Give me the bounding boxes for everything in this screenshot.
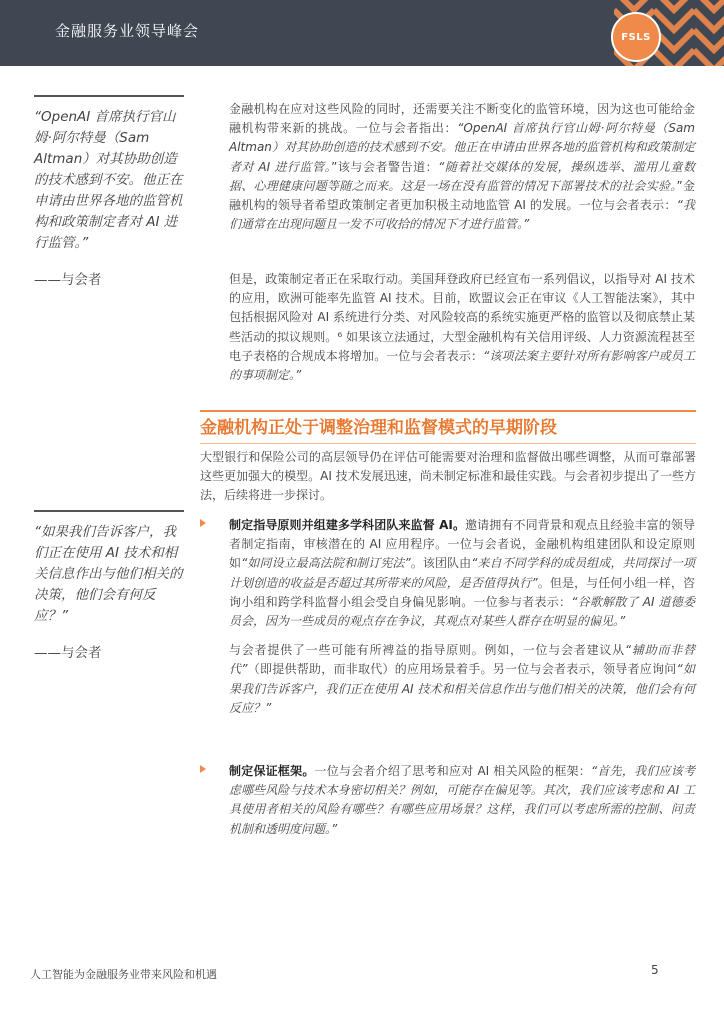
sidebar-pull-quote-1 [34,95,184,288]
para1-quote3: “我们通常在出现问题且一发不可收拾的情况下才进行监管。” [229,198,696,232]
fsls-logo-badge: FSLS [611,12,661,62]
para4-lead: 与会者提供了一些可能有所裨益的指导原则。例如，一位与会者建议从 [229,643,625,658]
section-rule-top [200,410,696,412]
bullet1-quote1: “如同设立最高法院和制订宪法” [241,556,411,571]
bullet2-quote: “首先，我们应该考虑哪些风险与技术本身密切相关？例如，可能存在偏见等。其次，我们应该考虑和 AI 工具使用者相关的风险有哪些？有哪些应用场景？这样，我们可以考虑所需的控制、问责机制和透明度问题。” [229,764,695,836]
bullet-item-1 [200,516,696,718]
section-rule-bottom [200,443,696,444]
para3-text: 大型银行和保险公司的高层领导仍在评估可能需要对治理和监督做出哪些调整，从而可靠部署这些更加强大的模型。AI 技术发展迅速，尚未制定标准和最佳实践。与会者初步提出了一些方法，后续将进一步探讨。 [200,450,696,503]
bullet1-quote2: “来自不同学科的成员组成，共同探讨一项计划创造的收益是否超过其所带来的风险，是否值得执行” [229,556,695,590]
bullet1-title: 制定指导原则并组建多学科团队来监督 AI。 [229,518,466,532]
para1-quote1: “OpenAI 首席执行官山姆·阿尔特曼（Sam Altman）对其协助创造的技术感到不安。他正在申请由世界各地的监管机构和政策制定者对 AI 进行监管。 [229,121,695,174]
pull-quote-attribution: ——与会者 [34,645,102,661]
para1-mid2: ”金融机构的领导者希望政策制定者更加积极主动地监管 AI 的发展。一位与会者表示： [229,178,695,213]
bullet2-title: 制定保证框架。 [229,764,315,778]
bullet1-quote3: “谷歌解散了 AI 道德委员会，因为一些成员的观点存在争议，其观点对某些人群存在明显的偏见。” [229,594,695,629]
bullet1-text2: 。该团队由 [410,556,472,571]
body-paragraph-3 [200,448,696,506]
para4-quote2: “如果我们告诉客户，我们正在使用 AI 技术和相关信息作出与他们相关的决策，他们会有何反应？” [229,662,695,715]
para1-mid1: ”该与会者警告道： [331,159,439,174]
page-number: 5 [651,963,659,977]
bullet-arrow-icon [200,519,206,527]
para1-lead: 金融机构在应对这些风险的同时，还需要关注不断变化的监管环境，因为这也可能给金融机构带来新的挑战。一位与会者指出： [229,102,695,136]
sidebar-pull-quote-2 [34,510,184,661]
section-heading: 金融机构正处于调整治理和监督模式的早期阶段 [200,418,557,438]
body-paragraph-1 [229,100,695,234]
para2-quote: “该项法案主要针对所有影响客户或员工的事项制定。” [229,348,695,383]
para2-lead: 但是，政策制定者正在采取行动。美国拜登政府已经宣布一系列倡议，以指导对 AI 技术的应用，欧洲可能率先监管 AI 技术。目前，欧盟议会正在审议《人工智能法案》，其中包括根据风险对 AI 系统进行分类、对风险较高的系统实施更严格的监管以及彻底禁止某些活动的拟议规则。⁶ 如果该立法通过，大型金融机构有关信用评级、人力资源流程甚至电子表格的合规成本将增加。一位与会者表示： [229,272,695,363]
body-paragraph-4 [229,641,695,718]
bullet1-text3: 。但是，与任何小组一样，咨询小组和跨学科监督小组会受自身偏见影响。一位参与者表示： [229,575,695,609]
pull-quote-text: “OpenAI 首席执行官山姆·阿尔特曼（Sam Altman）对其协助创造的技术感到不安。他正在申请由世界各地的监管机构和政策制定者对 AI 进行监管。” [34,109,183,251]
header-title: 金融服务业领导峰会 [55,22,200,40]
para4-mid: （即提供帮助，而非取代）的应用场景着手。另一位与会者表示，领导者应询问 [247,662,677,677]
para1-quote2: “随着社交媒体的发展，操纵选举、滥用儿童数据、心理健康问题等随之而来。这是一场在没有监管的情况下部署技术的社会实验。 [229,159,695,193]
bullet2-text: 一位与会者介绍了思考和应对 AI 相关风险的框架： [314,764,591,778]
body-paragraph-2 [229,270,695,385]
pull-quote-attribution: ——与会者 [34,272,102,288]
footer-title: 人工智能为金融服务业带来风险和机遇 [30,968,217,981]
pull-quote-text: “如果我们告诉客户，我们正在使用 AI 技术和相关信息作出与他们相关的决策，他们会有何反应？” [34,524,183,624]
para4-quote1: “辅助而非替代” [229,643,695,677]
bullet-arrow-icon [200,765,206,773]
bullet1-text1: 邀请拥有不同背景和观点且经验丰富的领导者制定指南，审核潜在的 AI 应用程序。一位与会者说，金融机构组建团队和设定原则如 [229,518,695,571]
page-header [0,0,724,66]
bullet-item-2 [200,762,696,839]
